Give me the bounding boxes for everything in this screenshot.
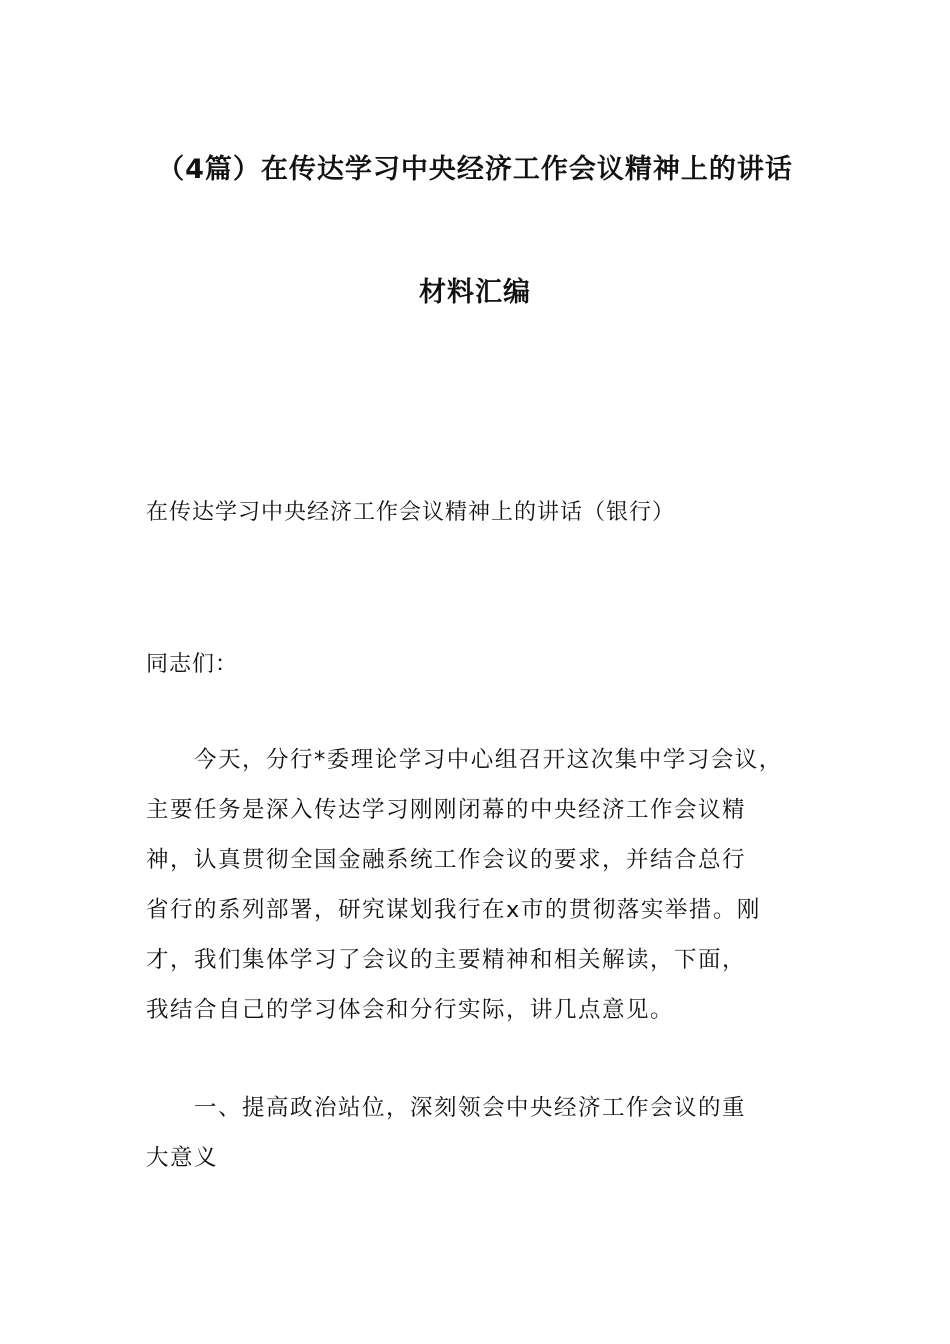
- speech-subtitle: 在传达学习中央经济工作会议精神上的讲话（银行）: [146, 500, 676, 525]
- paragraph-line: 今天，分行*委理论学习中心组召开这次集中学习会议，: [194, 747, 783, 773]
- document-title-line-1: （4篇）在传达学习中央经济工作会议精神上的讲话: [157, 154, 793, 185]
- paragraph-line: 省行的系列部署，研究谋划我行在x市的贯彻落实举措。刚: [146, 897, 761, 923]
- document-title-line-2: 材料汇编: [419, 277, 531, 308]
- section-heading-1: [146, 1083, 826, 1183]
- paragraph-line: 才，我们集体学习了会议的主要精神和相关解读，下面，: [146, 947, 747, 973]
- paragraph-line: 我结合自己的学习体会和分行实际，讲几点意见。: [146, 997, 675, 1023]
- section-heading-line: 一、提高政治站位，深刻领会中央经济工作会议的重: [194, 1095, 747, 1121]
- salutation: 同志们：: [146, 652, 239, 677]
- paragraph-line: 神，认真贯彻全国金融系统工作会议的要求，并结合总行: [146, 847, 747, 873]
- section-heading-line: 大意义: [146, 1145, 219, 1171]
- paragraph-line: 主要任务是深入传达学习刚刚闭幕的中央经济工作会议精: [146, 797, 747, 823]
- opening-paragraph: [146, 735, 826, 1035]
